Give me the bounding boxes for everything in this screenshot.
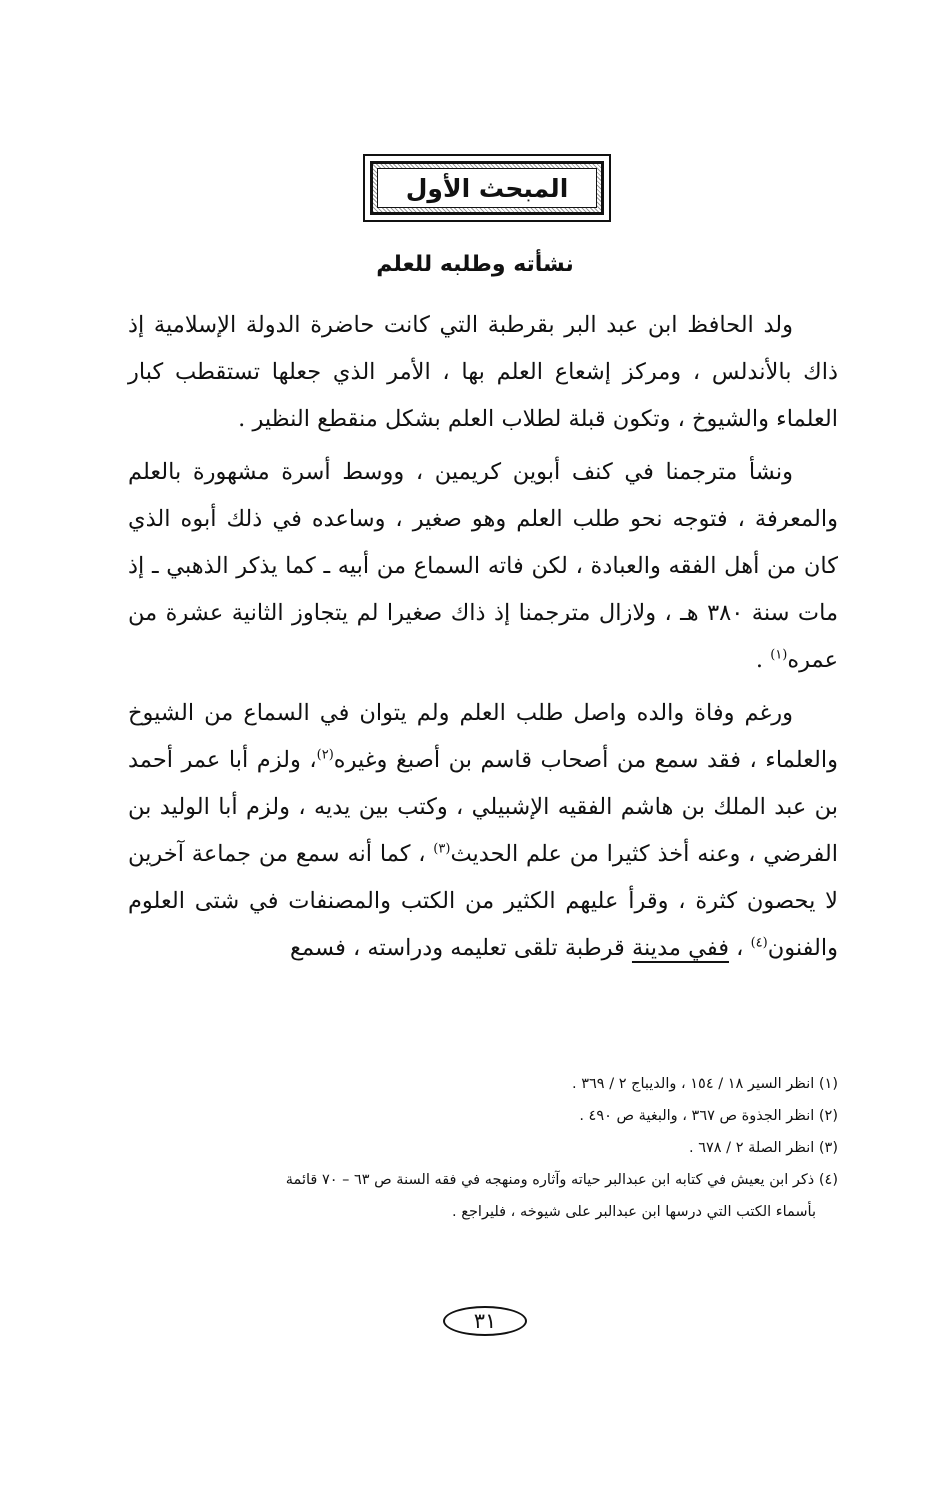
section-heading: المبحث الأول (377, 168, 597, 208)
section-heading-frame (363, 154, 611, 222)
paragraph-3-part-b: ، ولزم أبا عمر أحمد بن عبد الملك بن هاشم الفقيه الإشبيلي ، وكتب بين يديه ، ولزم أبا الوليد بن الفرضي ، وعنه أخذ كثيرا من علم الحديث (128, 747, 838, 867)
paragraph-3-underlined: ففي مدينة (631, 935, 729, 961)
section-subtitle: نشأته وطلبه للعلم (376, 252, 574, 277)
paragraph-3-part-f: قرطبة تلقى تعليمه ودراسته ، فسمع (290, 935, 632, 961)
footnotes (128, 1068, 838, 1228)
paragraph-1: ولد الحافظ ابن عبد البر بقرطبة التي كانت حاضرة الدولة الإسلامية إذ ذاك بالأندلس ، ومركز إشعاع العلم بها ، الأمر الذي جعلها تستقطب كبار العلماء والشيوخ ، وتكون قبلة لطلاب العلم بشكل منقطع النظير . (128, 312, 838, 432)
paragraph-3 (128, 690, 838, 972)
paragraph-3-part-c: ، كما أنه سمع من جماعة آخرين لا يحصون كثرة ، وقرأ عليهم الكثير من الكتب والمصنفات في شتى العلوم والفنون (128, 841, 838, 961)
footnote-2: (٢) انظر الجذوة ص ٣٦٧ ، والبغية ص ٤٩٠ . (579, 1108, 838, 1124)
footnote-ref-4: (٤) (750, 935, 768, 951)
footnote-ref-2: (٢) (316, 747, 334, 763)
paragraph-2-end: . (755, 647, 771, 673)
paragraph-3-part-a: ورغم وفاة والده واصل طلب العلم ولم يتوان في السماع من الشيوخ والعلماء ، فقد سمع من أصحاب قاسم بن أصبغ وغيره (128, 700, 838, 773)
paragraph-3-part-d: ، (728, 935, 751, 961)
section-heading-pattern (370, 161, 604, 215)
body-text (128, 302, 838, 972)
footnote-4: (٤) ذكر ابن يعيش في كتابه ابن عبدالبر حياته وآثاره ومنهجه في فقه السنة ص ٦٣ – ٧٠ قائمة (285, 1172, 838, 1188)
paragraph-2-text: ونشأ مترجمنا في كنف أبوين كريمين ، ووسط أسرة مشهورة بالعلم والمعرفة ، فتوجه نحو طلب العلم وهو صغير ، وساعده في ذلك أبوه الذي كان من أهل الفقه والعبادة ، لكن فاته السماع من أبيه ـ كما يذكر الذهبي ـ إذ مات سنة ٣٨٠ هـ ، ولازال مترجمنا إذ ذاك صغيرا لم يتجاوز الثانية عشرة من عمره (128, 459, 838, 673)
page-number: ٣١ (443, 1306, 527, 1336)
footnote-1: (١) انظر السير ١٨ / ١٥٤ ، والديباج ٢ / ٣٦٩ . (572, 1076, 838, 1092)
paragraph-2 (128, 449, 838, 684)
footnote-ref-1: (١) (770, 647, 788, 663)
footnote-ref-3: (٣) (433, 841, 451, 857)
footnote-3: (٣) انظر الصلة ٢ / ٦٧٨ . (688, 1140, 838, 1156)
footnote-4-continued: بأسماء الكتب التي درسها ابن عبدالبر على شيوخه ، فليراجع . (452, 1204, 816, 1220)
